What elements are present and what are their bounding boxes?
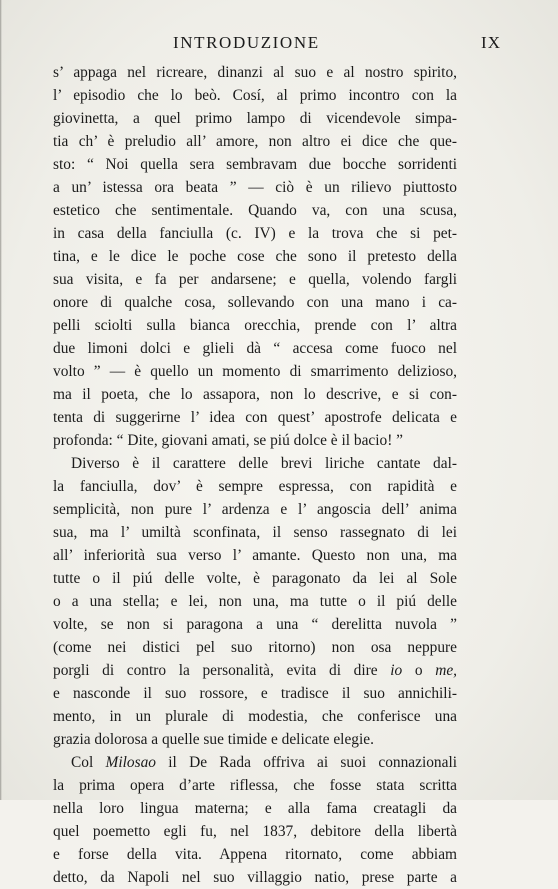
text-line: detto, da Napoli nel suo villaggio natio, prese parte a — [53, 869, 457, 886]
text-line: o a una stella; e lei, non una, ma tutte o il piú delle — [53, 593, 457, 610]
page-number: IX — [481, 33, 501, 52]
text-line: volte, se non si paragona a una “ derelitta nuvola ” — [53, 616, 457, 633]
text-line: la fanciulla, dov’ è sempre espressa, con rapidità e — [53, 478, 457, 495]
italic-word: me, — [435, 662, 457, 679]
text-segment: Col — [71, 754, 94, 771]
text-line: profonda: “ Dite, giovani amati, se piú dolce è il bacio! ” — [53, 432, 404, 449]
text-line: mento, in un plurale di modestia, che conferisce una — [53, 708, 457, 725]
text-segment: il De Rada offriva ai suoi connazionali — [155, 754, 457, 771]
page-gutter-shadow — [0, 0, 2, 800]
text-line: estetico che sentimentale. Quando va, con una scusa, — [53, 202, 457, 219]
text-line: onore di qualche cosa, sollevando con una mano i ca- — [53, 294, 457, 311]
text-line: sua visita, e fa per andarsene; e quella, volendo fargli — [53, 271, 457, 288]
italic-word: io — [390, 662, 403, 679]
text-line: tina, e le dice le poche cose che sono il pretesto della — [53, 248, 457, 265]
text-line: volto ” — è quello un momento di smarrimento delizioso, — [53, 363, 457, 380]
running-title: INTRODUZIONE — [173, 33, 320, 52]
text-line: pelli sciolti sulla bianca orecchia, prende con l’ altra — [53, 317, 457, 334]
text-line: quel poemetto egli fu, nel 1837, debitore della libertà — [53, 823, 457, 840]
text-line: a un’ istessa ora beata ” — ciò è un rilievo piuttosto — [53, 179, 457, 196]
text-line: tia ch’ è preludio all’ amore, non altro ei dice che que- — [53, 133, 457, 150]
text-line: tutte o il piú delle volte, è paragonato da lei al Sole — [53, 570, 457, 587]
text-line: grazia dolorosa a quelle sue timide e delicate elegie. — [53, 731, 374, 748]
text-line: in casa della fanciulla (c. IV) e la trova che si pet- — [53, 225, 457, 242]
text-segment: porgli di contro la personalità, evita di dire — [53, 662, 378, 679]
text-line — [53, 659, 457, 682]
text-line: semplicità, non pure l’ ardenza e l’ angoscia dell’ anima — [53, 501, 457, 518]
text-line: giovinetta, a quel primo lampo di vicendevole simpa- — [53, 110, 457, 127]
text-line: nella loro lingua materna; e alla fama creatagli da — [53, 800, 457, 817]
text-line: Diverso è il carattere delle brevi liriche cantate dal- — [71, 455, 457, 472]
text-line — [53, 751, 457, 774]
text-line: tenta di suggerirne l’ idea con quest’ apostrofe delicata e — [53, 409, 457, 426]
italic-title: Milosao — [105, 754, 156, 771]
text-line: l’ episodio che lo beò. Cosí, al primo incontro con la — [53, 87, 457, 104]
text-line: due limoni dolci e glieli dà “ accesa come fuoco nel — [53, 340, 457, 357]
text-line: sua, ma l’ umiltà sconfinata, il senso rassegnato di lei — [53, 524, 457, 541]
text-line: ma il poeta, che lo assapora, non lo descrive, e si con- — [53, 386, 457, 403]
text-line: e forse della vita. Appena ritornato, come abbiam — [53, 846, 457, 863]
text-line: s’ appaga nel ricreare, dinanzi al suo e al nostro spirito, — [53, 64, 457, 81]
text-line: all’ inferiorità sua verso l’ amante. Questo non una, ma — [53, 547, 457, 564]
running-head — [0, 33, 558, 55]
text-line: sto: “ Noi quella sera sembravam due bocche sorridenti — [53, 156, 457, 173]
body-text — [53, 61, 457, 889]
text-segment: o — [402, 662, 436, 679]
text-line: la prima opera d’arte riflessa, che fosse stata scritta — [53, 777, 457, 794]
text-line: e nasconde il suo rossore, e tradisce il suo annichili- — [53, 685, 457, 702]
text-line: (come nei distici pel suo ritorno) non osa neppure — [53, 639, 457, 656]
